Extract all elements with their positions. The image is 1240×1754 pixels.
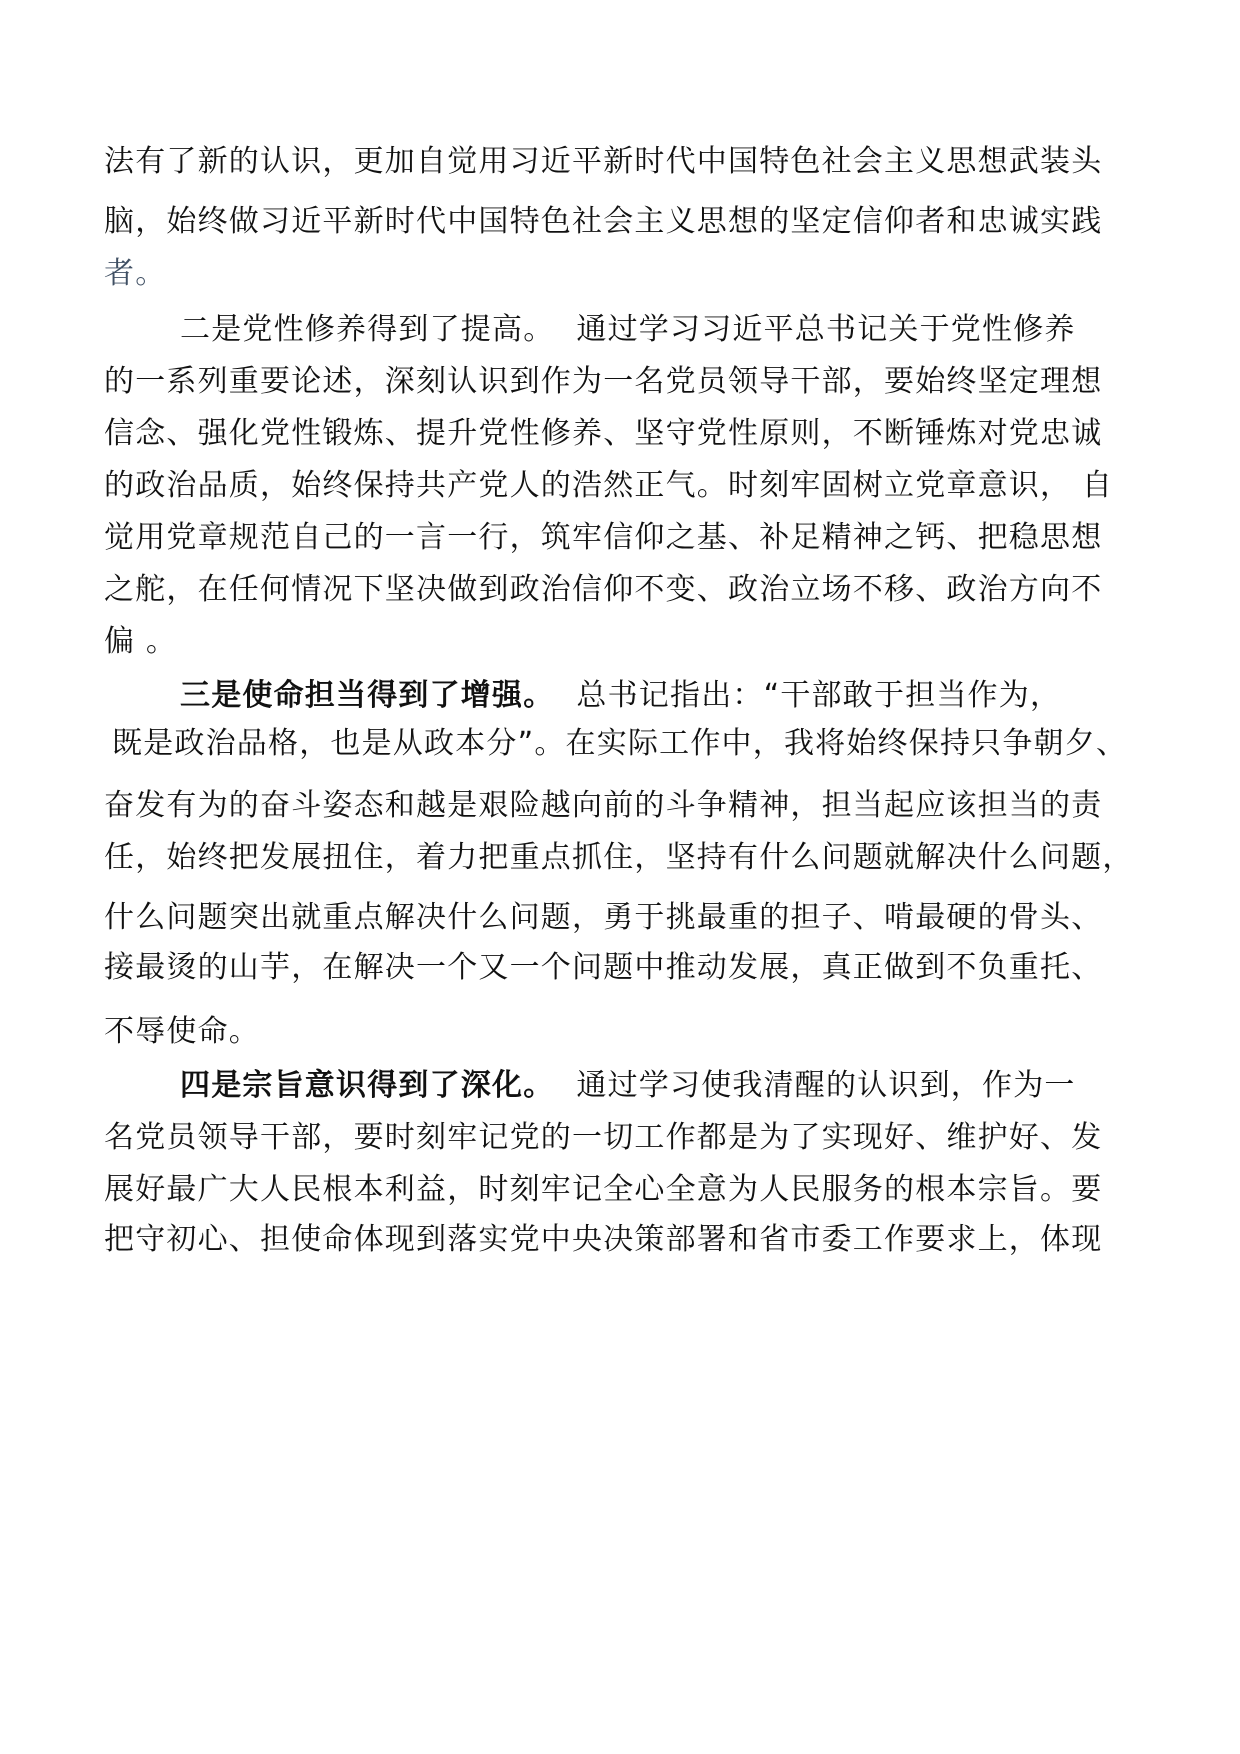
paragraph-2-line-1 [180, 310, 1076, 350]
paragraph-1-line-1: 法有了新的认识，更加自觉用习近平新时代中国特色社会主义思想武装头 [104, 144, 1103, 179]
paragraph-4-line-2: 名党员领导干部，要时刻牢记党的一切工作都是为了实现好、维护好、发 [104, 1120, 1103, 1155]
paragraph-3-line-7: 不辱使命。 [104, 1014, 260, 1049]
paragraph-2-line-4: 的政治品质，始终保持共产党人的浩然正气。时刻牢固树立党章意识， 自 [104, 468, 1114, 503]
paragraph-3-line-2: 既是政治品格，也是从政本分”。在实际工作中，我将始终保持只争朝夕、 [112, 726, 1128, 761]
paragraph-4-heading: 四是宗旨意识得到了深化。 [180, 1068, 555, 1103]
paragraph-4-line-1 [180, 1066, 1076, 1106]
paragraph-3-heading: 三是使命担当得到了增强。 [180, 678, 555, 713]
paragraph-2-text: 通过学习习近平总书记关于党性修养 [576, 312, 1076, 347]
paragraph-3-line-6: 接最烫的山芋，在解决一个又一个问题中推动发展，真正做到不负重托、 [104, 950, 1103, 985]
paragraph-4-line-4: 把守初心、担使命体现到落实党中央决策部署和省市委工作要求上，体现 [104, 1222, 1103, 1257]
paragraph-3-text: 总书记指出：“干部敢于担当作为， [576, 678, 1062, 713]
paragraph-1-line-3: 者。 [104, 256, 167, 291]
paragraph-2-line-6: 之舵，在任何情况下坚决做到政治信仰不变、政治立场不移、政治方向不 [104, 572, 1103, 607]
paragraph-2-line-5: 觉用党章规范自己的一言一行，筑牢信仰之基、补足精神之钙、把稳思想 [104, 520, 1103, 555]
paragraph-3-line-5: 什么问题突出就重点解决什么问题，勇于挑最重的担子、啃最硬的骨头、 [104, 900, 1103, 935]
paragraph-4-text: 通过学习使我清醒的认识到，作为一 [576, 1068, 1076, 1103]
paragraph-3-line-1 [180, 676, 1061, 716]
paragraph-2-line-7: 偏 。 [104, 624, 178, 659]
paragraph-2-line-2: 的一系列重要论述，深刻认识到作为一名党员领导干部，要始终坚定理想 [104, 364, 1103, 399]
paragraph-2-line-3: 信念、强化党性锻炼、提升党性修养、坚守党性原则，不断锤炼对党忠诚 [104, 416, 1103, 451]
paragraph-3-line-4: 任，始终把发展扭住，着力把重点抓住，坚持有什么问题就解决什么问题， [104, 840, 1134, 875]
paragraph-4-line-3: 展好最广大人民根本利益，时刻牢记全心全意为人民服务的根本宗旨。要 [104, 1172, 1103, 1207]
paragraph-1-line-2: 脑，始终做习近平新时代中国特色社会主义思想的坚定信仰者和忠诚实践 [104, 204, 1103, 239]
paragraph-3-line-3: 奋发有为的奋斗姿态和越是艰险越向前的斗争精神，担当起应该担当的责 [104, 788, 1103, 823]
paragraph-2-heading: 二是党性修养得到了提高。 [180, 312, 555, 347]
